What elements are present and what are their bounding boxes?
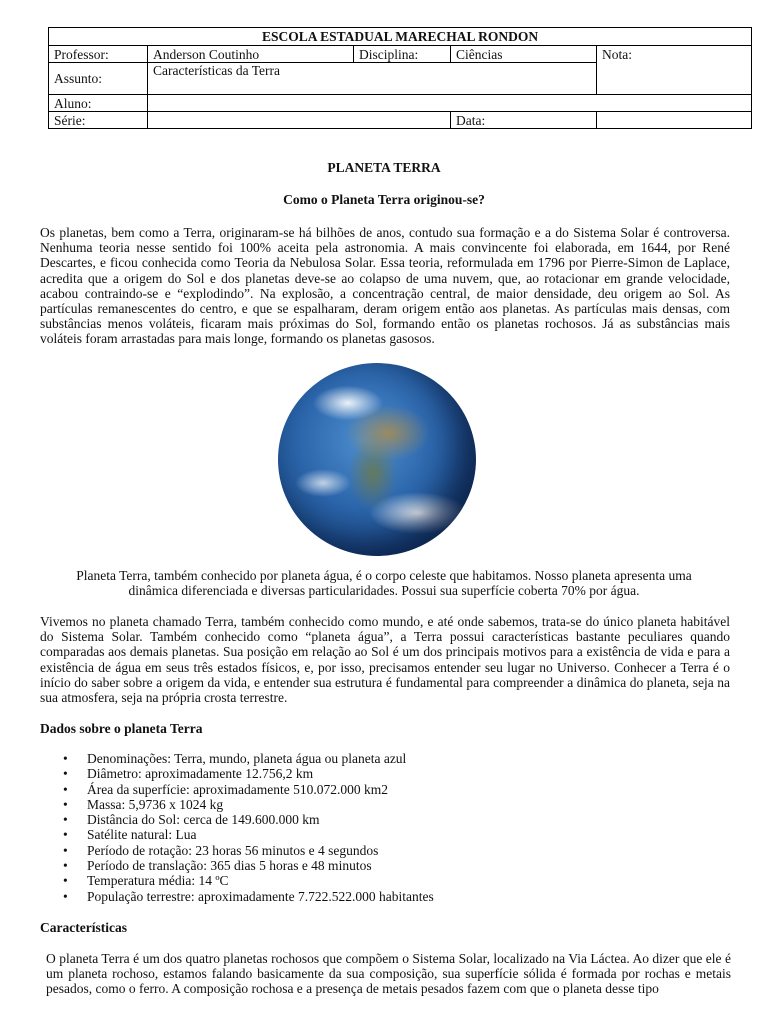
data-label: Data: <box>451 112 597 129</box>
earth-image <box>278 363 476 556</box>
assunto-label: Assunto: <box>49 63 148 95</box>
list-item: • População terrestre: aproximadamente 7.722.522.000 habitantes <box>63 889 434 904</box>
nota-label: Nota: <box>602 47 632 62</box>
data-field[interactable] <box>597 112 752 129</box>
list-item: • Diâmetro: aproximadamente 12.756,2 km <box>63 766 434 781</box>
assunto-value: Características da Terra <box>148 63 597 95</box>
list-item: • Satélite natural: Lua <box>63 827 434 842</box>
serie-field[interactable] <box>148 112 451 129</box>
nota-field[interactable] <box>597 46 752 95</box>
school-name: ESCOLA ESTADUAL MARECHAL RONDON <box>49 28 752 46</box>
professor-value: Anderson Coutinho <box>148 46 354 63</box>
disciplina-label: Disciplina: <box>354 46 451 63</box>
aluno-label: Aluno: <box>49 95 148 112</box>
list-item: • Temperatura média: 14 ºC <box>63 873 434 888</box>
professor-label: Professor: <box>49 46 148 63</box>
list-item: • Distância do Sol: cerca de 149.600.000 km <box>63 812 434 827</box>
list-item: • Denominações: Terra, mundo, planeta água ou planeta azul <box>63 751 434 766</box>
page-subtitle: Como o Planeta Terra originou-se? <box>283 192 485 207</box>
header-table <box>48 27 752 129</box>
caracteristicas-paragraph: O planeta Terra é um dos quatro planetas rochosos que compõem o Sistema Solar, localizado na Via Láctea. Ao dizer que ele é um planeta rochoso, estamos falando basicamente da sua composição, sua superfície sólida é formada por rochas e metais pesados, como o ferro. A composição rochosa e a presença de metais pesados fazem com que o planeta desse tipo <box>46 951 731 997</box>
aluno-field[interactable] <box>148 95 752 112</box>
body-paragraph: Vivemos no planeta chamado Terra, também conhecido como mundo, e até onde sabemos, trata-se do único planeta habitável do Sistema Solar. Também conhecido como “planeta água”, a Terra possui características bastante peculiares quando comparadas aos demais planetas. Sua posição em relação ao Sol é um dos principais motivos para a existência de vida e para a existência de água em seus três estados físicos, e, por isso, precisamos entender seu lugar no Universo. Conhecer a Terra é o início do saber sobre a origem da vida, e entender sua estrutura é fundamental para compreender a dinâmica do planeta, seja na sua atmosfera, seja na própria crosta terrestre. <box>40 614 730 706</box>
disciplina-value: Ciências <box>451 46 597 63</box>
facts-list <box>63 751 434 904</box>
intro-paragraph: Os planetas, bem como a Terra, originaram-se há bilhões de anos, contudo sua formação e a do Sistema Solar é controversa. Nenhuma teoria nesse sentido foi 100% aceita pela astronomia. A mais convincente foi elaborada, em 1644, por René Descartes, e ficou conhecida como Teoria da Nebulosa Solar. Essa teoria, reformulada em 1796 por Pierre-Simon de Laplace, acredita que a origem do Sol e dos planetas deve-se ao colapso de uma nuvem, que, ao rotacionar em grande velocidade, acabou contraindo-se e “explodindo”. Na explosão, a concentração central, de maior densidade, deu origem ao Sol. As partículas remanescentes do centro, e que se espalharam, deram origem então aos planetas. As partículas mais densas, com substâncias menos voláteis, ficaram mais próximas do Sol, formando então os planetas rochosos. Já as substâncias mais voláteis foram arrastadas para mais longe, formando os planetas gasosos. <box>40 225 730 347</box>
section-heading-caracteristicas: Características <box>40 920 127 935</box>
list-item: • Massa: 5,9736 x 1024 kg <box>63 797 434 812</box>
list-item: • Área da superfície: aproximadamente 510.072.000 km2 <box>63 782 434 797</box>
image-caption: Planeta Terra, também conhecido por planeta água, é o corpo celeste que habitamos. Nosso planeta apresenta uma dinâmica diferenciada e diversas particularidades. Possui sua superfície coberta 70% por água. <box>76 568 692 599</box>
page-title: PLANETA TERRA <box>327 160 441 175</box>
serie-label: Série: <box>49 112 148 129</box>
section-heading-dados: Dados sobre o planeta Terra <box>40 721 203 736</box>
list-item: • Período de translação: 365 dias 5 horas e 48 minutos <box>63 858 434 873</box>
list-item: • Período de rotação: 23 horas 56 minutos e 4 segundos <box>63 843 434 858</box>
